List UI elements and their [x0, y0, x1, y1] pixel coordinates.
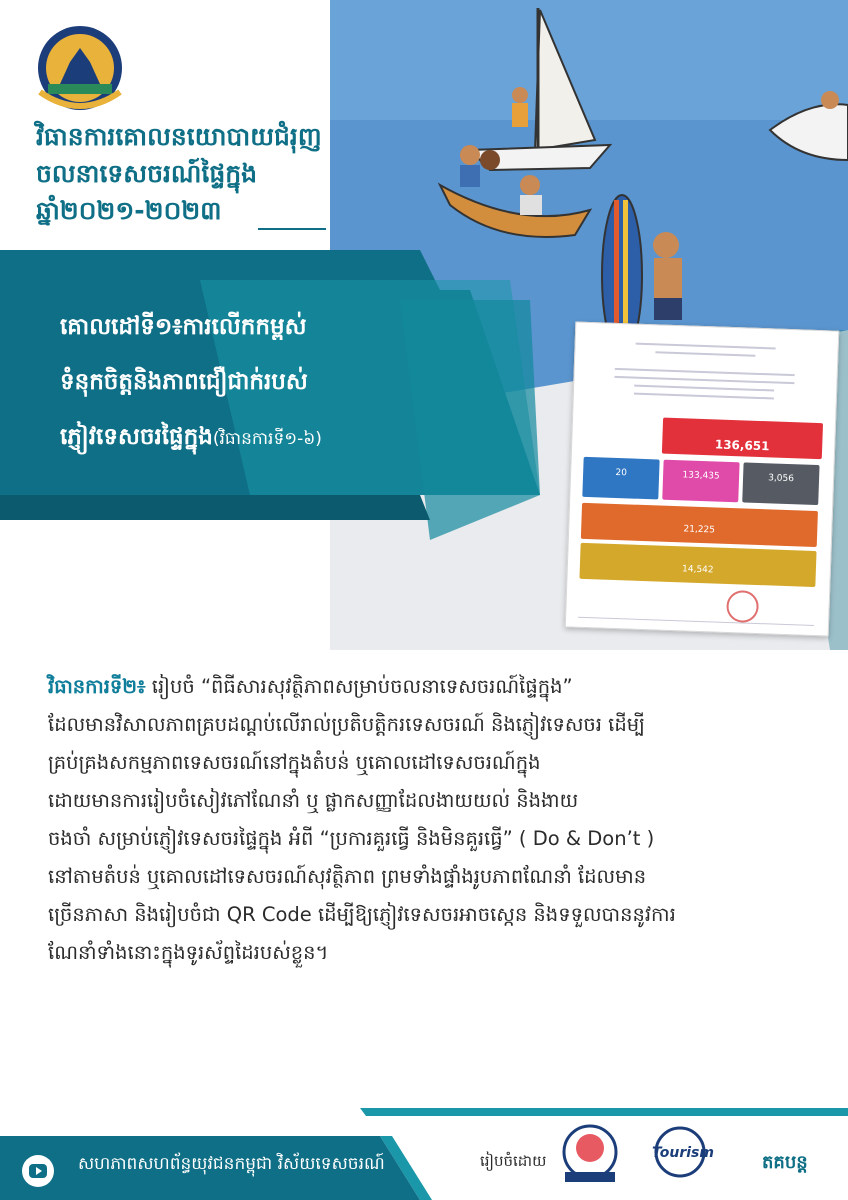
main-title — [36, 118, 366, 229]
body-line-4: ដោយមានការរៀបចំសៀវភៅណែនាំ ឬ ផ្លាកសញ្ញាដែលងាយយល់ និងងាយ — [48, 789, 579, 812]
doc-box-2: 133,435 — [682, 470, 720, 482]
doc-box-5: 14,542 — [681, 564, 714, 576]
report-document-image — [565, 321, 840, 636]
body-line-2: ដែលមានវិសាលភាពគ្របដណ្តប់លើរាល់ប្រតិបត្តិករទេសចរណ៍ និងភ្ញៀវទេសចរ ដើម្បី — [48, 713, 645, 736]
body-line-3: គ្រប់គ្រងសកម្មភាពទេសចរណ៍នៅក្នុងតំបន់ ឬគោលដៅទេសចរណ៍ក្នុង — [48, 751, 541, 774]
doc-box-1: 20 — [615, 467, 628, 479]
title-line-2: ចលនាទេសចរណ៍ផ្ទៃក្នុង — [36, 159, 257, 188]
banner-line-2: ទំនុកចិត្តនិងភាពជឿជាក់របស់ — [60, 369, 308, 395]
organization-name: សហភាពសហព័ន្ធយុវជនកម្ពុជា វិស័យទេសចរណ៍ — [78, 1154, 385, 1174]
doc-total: 136,651 — [714, 437, 770, 454]
doc-box-3: 3,056 — [767, 473, 795, 485]
measure-label: វិធានការទី២៖ — [48, 675, 146, 698]
person-illustration — [653, 232, 682, 320]
body-line-8: ណែនាំទាំងនោះក្នុងទូរស័ព្ទដៃរបស់ខ្លួន។ — [48, 941, 329, 964]
prepared-by-label: រៀបចំដោយ — [480, 1152, 547, 1170]
tourism-logo-text: Tourism — [652, 1145, 714, 1161]
doc-stamp — [726, 590, 759, 623]
body-line-6: នៅតាមតំបន់ ឬគោលដៅទេសចរណ៍សុវត្ថិភាព ព្រមទាំងផ្ទាំងរូបភាពណែនាំ ដែលមាន — [48, 865, 647, 888]
title-line-3: ឆ្នាំ២០២១-២០២៣ — [36, 196, 222, 225]
body-line-1: វិធានការទី២៖ រៀបចំ “ពិធីសារសុវត្ថិភាពសម្រាប់ចលនាទេសចរណ៍ផ្ទៃក្នុង” — [48, 675, 573, 698]
title-line-1: វិធានការគោលនយោបាយជំរុញ — [36, 122, 322, 151]
banner-line-3 — [60, 410, 530, 467]
continued-label[interactable]: តគបន្ត — [762, 1152, 808, 1173]
goal-banner — [60, 300, 530, 467]
banner-suffix: (វិធានការទី១-៦) — [212, 429, 322, 449]
body-line-5: ចងចាំ សម្រាប់ភ្ញៀវទេសចរផ្ទៃក្នុង អំពី “ប្រការគួរធ្វើ និងមិនគួរធ្វើ” ( Do & Don’t ) — [48, 827, 655, 850]
banner-line-3-main: ភ្ញៀវទេសចរផ្ទៃក្នុង — [60, 424, 213, 450]
footer-bar — [0, 1100, 848, 1200]
doc-box-4: 21,225 — [683, 524, 716, 536]
banner-line-1: គោលដៅទី១៖ការលើកកម្ពស់ — [60, 314, 307, 340]
ministry-logo — [30, 22, 130, 114]
body-line-7: ច្រើនភាសា និងរៀបចំជា QR Code ដើម្បីឱ្យភ្ញៀវទេសចរអាចស្កេន និងទទួលបាននូវការ — [48, 903, 676, 926]
youtube-icon[interactable] — [22, 1155, 54, 1187]
title-underline — [258, 228, 326, 230]
body-paragraph — [48, 668, 818, 972]
